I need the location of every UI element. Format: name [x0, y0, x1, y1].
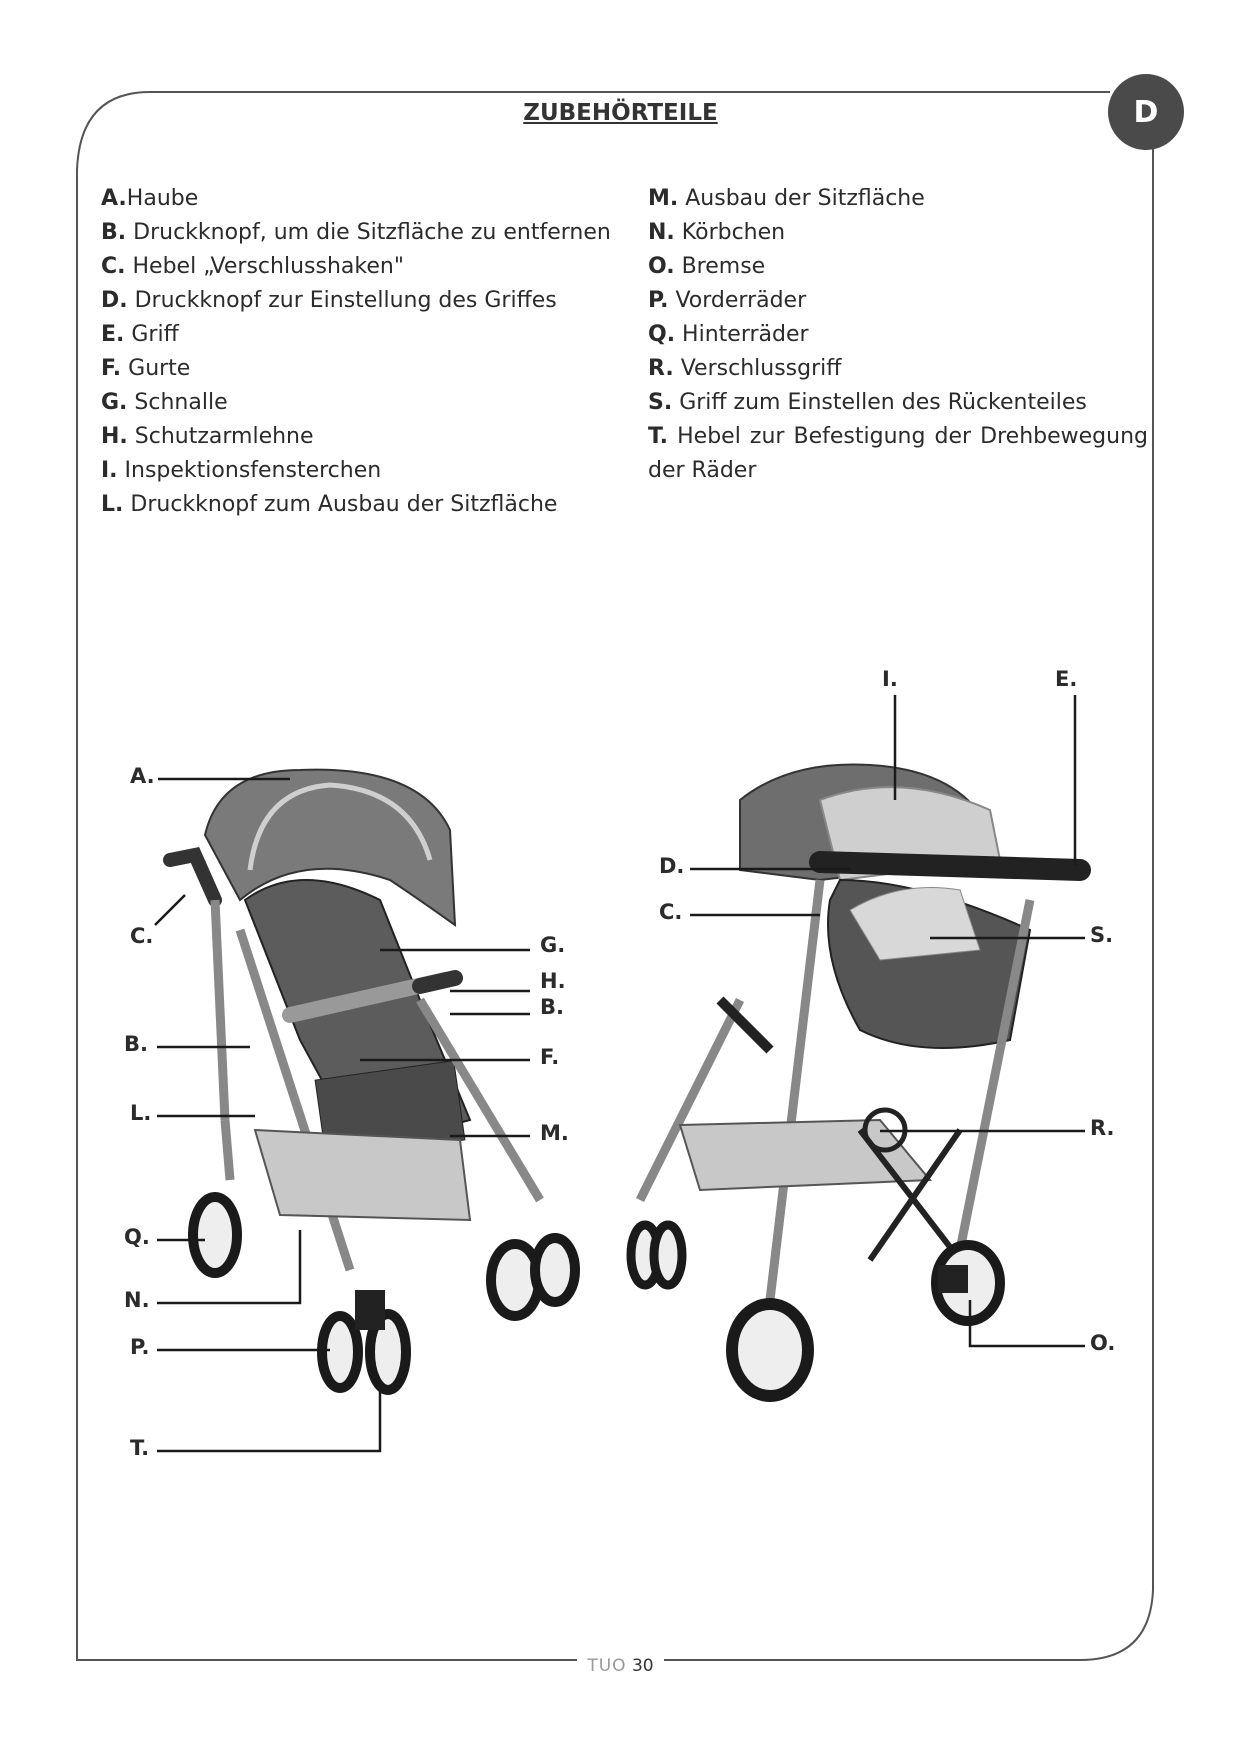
- callout-i: I.: [882, 667, 898, 691]
- page-title: ZUBEHÖRTEILE: [523, 100, 718, 126]
- list-item: H. Schutzarmlehne: [101, 424, 314, 449]
- callout-l: L.: [130, 1101, 152, 1125]
- list-item: D. Druckknopf zur Einstellung des Griffes: [101, 288, 557, 313]
- list-item: Q. Hinterräder: [648, 322, 809, 347]
- page-number: 30: [631, 1656, 654, 1676]
- list-item: G. Schnalle: [101, 390, 228, 415]
- callout-q: Q.: [124, 1225, 150, 1249]
- callout-h: H.: [540, 969, 566, 993]
- callout-p: P.: [130, 1335, 150, 1359]
- callout-c-right: C.: [659, 900, 683, 924]
- list-item: N. Körbchen: [648, 220, 786, 245]
- list-item: I. Inspektionsfensterchen: [101, 458, 382, 483]
- front-view-stroller: [170, 770, 575, 1390]
- section-badge: D: [1108, 74, 1184, 150]
- callout-e: E.: [1055, 667, 1078, 691]
- list-item: M. Ausbau der Sitzfläche: [648, 186, 925, 211]
- list-item: T. Hebel zur Befestigung der Drehbewegung der Räder: [648, 424, 1148, 483]
- list-item: O. Bremse: [648, 254, 766, 279]
- callout-g: G.: [540, 933, 566, 957]
- callout-b-left: B.: [124, 1032, 148, 1056]
- callout-m: M.: [540, 1121, 569, 1145]
- callout-r: R.: [1090, 1116, 1115, 1140]
- list-item: E. Griff: [101, 322, 179, 347]
- callout-s: S.: [1090, 923, 1114, 947]
- callout-o: O.: [1090, 1331, 1116, 1355]
- list-item: S. Griff zum Einstellen des Rückenteiles: [648, 390, 1087, 415]
- list-item: L. Druckknopf zum Ausbau der Sitzfläche: [101, 492, 558, 517]
- list-item: A.Haube: [101, 186, 199, 211]
- list-item: F. Gurte: [101, 356, 191, 381]
- page-footer: [0, 1656, 1241, 1676]
- callout-b-right: B.: [540, 995, 564, 1019]
- list-item: P. Vorderräder: [648, 288, 807, 313]
- manual-code: TUO: [587, 1656, 627, 1676]
- callout-c-left: C.: [130, 924, 154, 948]
- callout-n: N.: [124, 1288, 150, 1312]
- list-item: R. Verschlussgriff: [648, 356, 842, 381]
- callout-d: D.: [659, 854, 685, 878]
- callout-a: A.: [130, 764, 155, 788]
- list-item: C. Hebel „Verschlusshaken": [101, 254, 404, 279]
- list-item: B. Druckknopf, um die Sitzfläche zu entfernen: [101, 220, 611, 245]
- rear-view-stroller: [631, 764, 1080, 1396]
- callout-f: F.: [540, 1045, 560, 1069]
- callout-t: T.: [130, 1436, 150, 1460]
